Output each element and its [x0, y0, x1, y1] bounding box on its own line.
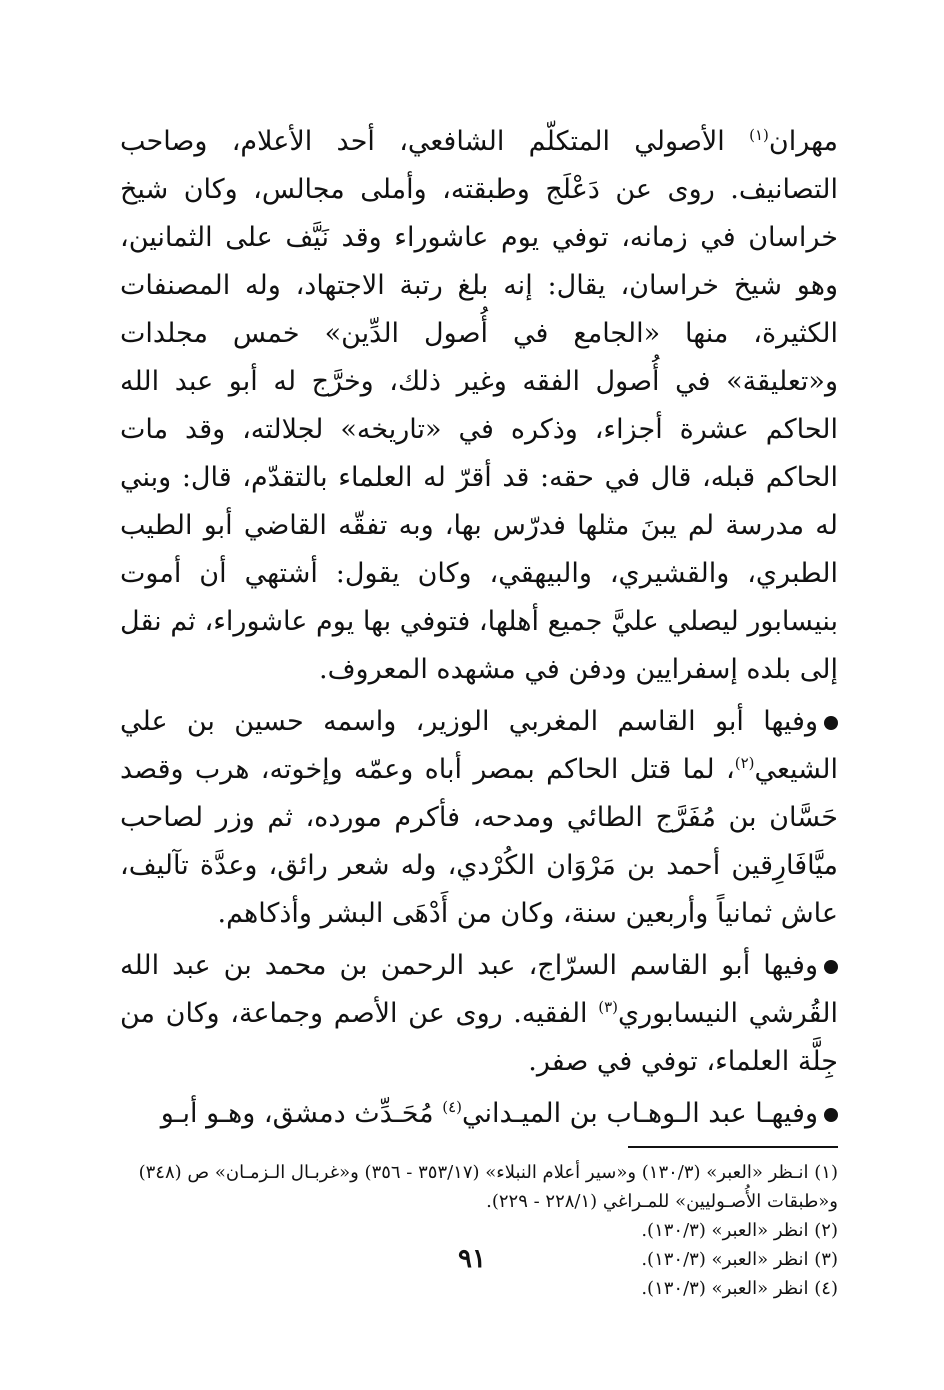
- paragraph: [120, 1090, 838, 1138]
- footnote-divider: [628, 1146, 838, 1148]
- page-number: ٩١: [458, 1244, 486, 1274]
- footnote-reference: (٤): [442, 1098, 463, 1116]
- footnote-2: (٢) انظر «العبر» (١٣٠/٣).: [641, 1220, 838, 1241]
- footnote-reference: (٣): [598, 998, 618, 1016]
- paragraph-text: مهران: [768, 126, 838, 157]
- page-content: [120, 118, 838, 1303]
- footnote-reference: (١): [749, 126, 769, 144]
- main-text: [120, 118, 838, 1138]
- paragraph: [120, 698, 838, 938]
- paragraph-text: وفيها أبو القاسم السرّاج، عبد الرحمن بن محمد بن عبد الله القُرشي النيسابوري: [120, 950, 839, 1029]
- footnote-4: (٤) انظر «العبر» (١٣٠/٣).: [641, 1278, 838, 1299]
- paragraph-text: الأصولي المتكلّم الشافعي، أحد الأعلام، وصاحب التصانيف. روى عن دَعْلَج وطبقته، وأملى مجالس، وكان شيخ خراسان في زمانه، توفي يوم عاشوراء وقد نَيَّف على الثمانين، وهو شيخ خراسان، يقال: إنه بلغ رتبة الاجتهاد، وله المصنفات الكثيرة، منها «الجامع في أُصول الدِّين» خمس مجلدات و«تعليقة» في أُصول الفقه وغير ذلك، وخرَّج له أبو عبد الله الحاكم عشرة أجزاء، وذكره في «تاريخه» لجلالته، وقد مات الحاكم قبله، قال في حقه: قد أقرّ له العلماء بالتقدّم، قال: وبني له مدرسة لم يبنَ مثلها فدرّس بها، وبه تفقّه القاضي أبو الطيب الطبري، والقشيري، والبيهقي، وكان يقول: أشتهي أن أموت بنيسابور ليصلي عليَّ جميع أهلها، فتوفي بها يوم عاشوراء، ثم نقل إلى بلده إسفرايين ودفن في مشهده المعروف.: [120, 126, 838, 685]
- paragraph: [120, 118, 838, 694]
- paragraph-text: وفيها أبو القاسم المغربي الوزير، واسمه حسين بن علي الشيعي: [120, 706, 838, 785]
- footnote-1: (١) انـظر «العبر» (١٣٠/٣) و«سير أعلام النبلاء» (٣٥٣/١٧ - ٣٥٦) و«غربـال الـزمـان» ص (٣٤٨) و«طبقات الأُصـوليين» للمـراغي (٢٢٨/١ - ٢٢٩).: [138, 1162, 838, 1212]
- paragraph-text: وفيهـا عبد الـوهـاب بن الميـداني: [462, 1098, 818, 1129]
- paragraph-text: ، لما قتل الحاكم بمصر أباه وعمّه وإخوته، هرب وقصد حَسَّان بن مُفَرَّج الطائي ومدحه، فأكرم مورده، ثم وزر لصاحب ميَّافَارِقين أحمد بن مَرْوَان الكُرْدي، وله شعر رائق، وعدَّة تآليف، عاش ثمانياً وأربعين سنة، وكان من أَدْهَى البشر وأذكاهم.: [120, 754, 838, 929]
- footnote-reference: (٢): [734, 754, 755, 772]
- bullet-icon: [824, 960, 838, 974]
- paragraph: [120, 942, 838, 1086]
- footnotes: [120, 1158, 838, 1303]
- bullet-icon: [824, 716, 838, 730]
- paragraph-text: الفقيه. روى عن الأصم وجماعة، وكان من جِلَّة العلماء، توفي في صفر.: [120, 998, 838, 1077]
- paragraph-text: مُحَـدِّث دمشق، وهـو أبـو: [160, 1098, 443, 1129]
- footnote-3: (٣) انظر «العبر» (١٣٠/٣).: [641, 1249, 838, 1270]
- bullet-icon: [824, 1108, 838, 1122]
